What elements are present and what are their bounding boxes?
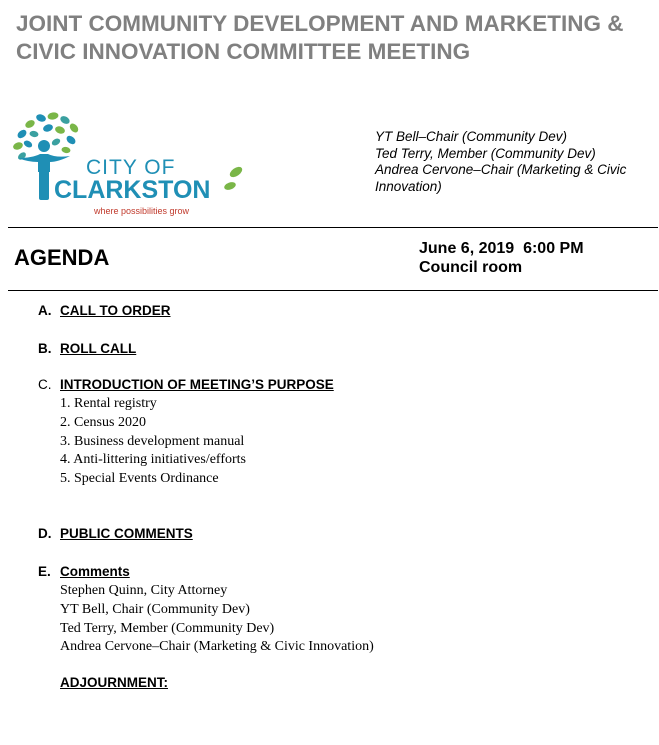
agenda-item-e xyxy=(38,564,130,579)
item-heading: Comments xyxy=(60,564,130,579)
member-3: Andrea Cervone–Chair (Marketing & Civic Innovation) xyxy=(375,162,627,194)
logo-city-of: CITY OF xyxy=(86,156,176,179)
agenda-item-c-subitems xyxy=(60,395,246,489)
meeting-details xyxy=(419,239,584,277)
item-heading: INTRODUCTION OF MEETING’S PURPOSE xyxy=(60,377,334,392)
tree-leaves xyxy=(12,112,80,162)
item-heading: PUBLIC COMMENTS xyxy=(60,526,193,541)
list-item: 2. Census 2020 xyxy=(60,414,146,430)
agenda-item-e-subitems xyxy=(60,582,374,657)
agenda-item-b xyxy=(38,341,136,356)
list-item: 1. Rental registry xyxy=(60,396,157,411)
bottom-divider xyxy=(8,290,658,291)
meeting-title: JOINT COMMUNITY DEVELOPMENT AND MARKETING & CIVIC INNOVATION COMMITTEE MEETING xyxy=(16,11,624,64)
item-heading: CALL TO ORDER xyxy=(60,303,171,318)
agenda-item-c xyxy=(38,377,334,392)
adjournment-heading: ADJOURNMENT: xyxy=(60,675,168,690)
item-letter: D. xyxy=(38,526,52,541)
list-item: 5. Special Events Ordinance xyxy=(60,471,219,487)
list-item: 4. Anti-littering initiatives/efforts xyxy=(60,452,246,468)
item-heading: ROLL CALL xyxy=(60,341,137,356)
list-item: Ted Terry, Member (Community Dev) xyxy=(60,620,275,636)
member-2: Ted Terry, Member (Community Dev) xyxy=(375,145,596,161)
list-item: Stephen Quinn, City Attorney xyxy=(60,583,228,598)
logo-clarkston: CLARKSTON xyxy=(54,176,211,204)
committee-members xyxy=(375,129,655,195)
list-item: 3. Business development manual xyxy=(60,433,245,449)
item-letter: A. xyxy=(38,303,52,318)
agenda-item-a xyxy=(38,303,171,318)
item-letter: B. xyxy=(38,341,52,356)
city-of-clarkston-logo xyxy=(8,110,253,220)
logo-tagline: where possibilities grow xyxy=(94,206,190,216)
list-item: YT Bell, Chair (Community Dev) xyxy=(60,601,250,617)
agenda-item-d xyxy=(38,526,193,541)
meeting-location: Council room xyxy=(419,259,523,276)
member-1: YT Bell–Chair (Community Dev) xyxy=(375,129,568,144)
agenda-adjournment xyxy=(60,675,168,690)
list-item: Andrea Cervone–Chair (Marketing & Civic Innovation) xyxy=(60,639,374,655)
top-divider xyxy=(8,227,658,228)
item-letter: E. xyxy=(38,564,51,579)
meeting-date: June 6, 2019 6:00 PM xyxy=(419,240,584,257)
leaf-icon xyxy=(228,165,244,180)
item-letter: C. xyxy=(38,377,52,392)
agenda-heading: AGENDA xyxy=(14,245,110,270)
